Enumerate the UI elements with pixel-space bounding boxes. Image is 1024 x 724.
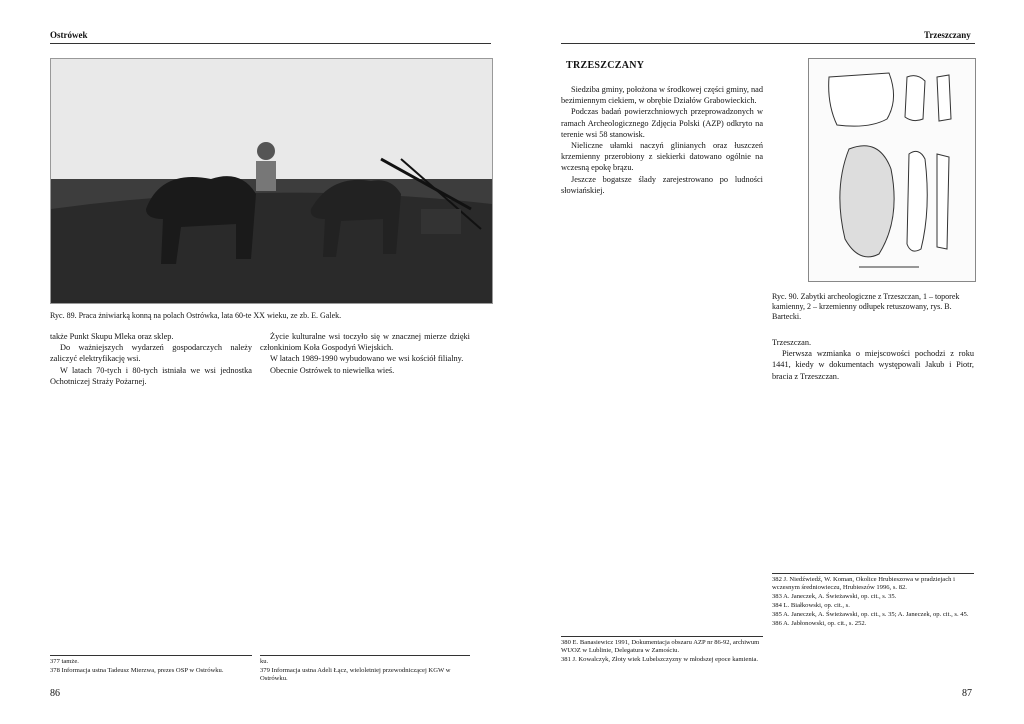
harvest-photo-illustration [51,59,492,303]
running-head-left: Ostrówek [50,30,88,40]
photo-caption: Ryc. 89. Praca żniwiarką konną na polach Ostrówka, lata 60-te XX wieku, ze zb. E. Galek. [50,311,342,320]
paragraph: W latach 70-tych i 80-tych istniała we wsi jednostka Ochotniczej Straży Pożarnej. [50,365,252,386]
footnotes-right-col1 [561,636,763,665]
paragraph: Nieliczne ułamki naczyń glinianych oraz łuszczeń krzemienny przerobiony z siekierki datowano ogólnie na wczesną epokę brązu. [561,141,763,173]
paragraph: także Punkt Skupu Mleka oraz sklep. [50,332,174,341]
archaeological-figure [808,58,976,282]
footnote: 381 J. Kowalczyk, Złoty wiek Lubelszczyzny w młodszej epoce kamienia. [561,656,759,663]
footnote: 379 Informacja ustna Adeli Łącz, wieloletniej przewodniczącej KGW w Ostrówku. [260,667,451,682]
section-title: TRZESZCZANY [566,60,645,71]
paragraph: Obecnie Ostrówek to niewielka wieś. [270,365,395,375]
right-text-column-2 [772,337,974,382]
artifact-drawing [809,59,975,281]
left-text-column-2 [260,331,470,376]
footnote: 384 L. Białkowski, op. cit., s. [772,602,850,609]
paragraph: Życie kulturalne wsi toczyło się w znacznej mierze dzięki członkiniom Koła Gospodyń Wiejskich. [260,332,470,353]
paragraph: Trzeszczan. [772,338,812,347]
right-text-column-1 [561,84,763,196]
paragraph: Pierwsza wzmianka o miejscowości pochodzi z roku 1441, kiedy w dokumentach występowali Jakub i Piotr, bracia z Trzeszczan. [772,349,974,381]
paragraph: W latach 1989-1990 wybudowano we wsi kościół filialny. [270,354,464,364]
footnote: ku. [260,658,269,665]
page-number-left: 86 [50,688,60,699]
harvest-photo [50,58,493,304]
paragraph: Podczas badań powierzchniowych przeprowadzonych w ramach Archeologicznego Zdjęcia Polski (AZP) odkryto na terenie wsi 58 stanowisk. [561,107,763,139]
paragraph: Do ważniejszych wydarzeń gospodarczych należy zaliczyć elektryfikację wsi. [50,343,252,364]
footnote: 380 E. Banasiewicz 1991, Dokumentacja obszaru AZP nr 86-92, archiwum WUOZ w Lublinie, Delegatura w Zamościu. [561,639,760,654]
footnotes-left-col1 [50,655,252,676]
header-rule-left [50,43,491,44]
footnote: 377 tamże. [50,658,79,665]
header-rule-right [561,43,975,44]
footnote: 383 A. Janeczek, A. Świeżawski, op. cit., s. 35. [772,593,897,600]
paragraph: Jeszcze bogatsze ślady zarejestrowano po ludności słowiańskiej. [561,174,763,195]
page-number-right: 87 [962,688,972,699]
left-text-column-1 [50,331,252,387]
footnote: 378 Informacja ustna Tadeusz Mierzwa, prezes OSP w Ostrówku. [50,667,224,674]
footnotes-right-col2 [772,573,974,629]
paragraph: Siedziba gminy, położona w środkowej części gminy, nad bezimiennym ciekiem, w obrębie Działów Grabowieckich. [561,85,763,106]
footnote: 382 J. Niedźwiedź, W. Koman, Okolice Hrubieszowa w pradziejach i wczesnym średniowieczu, Hrubieszów 1996, s. 82. [772,576,955,591]
footnote: 385 A. Janeczek, A. Świeżawski, op. cit., s. 35; A. Janeczek, op. cit., s. 45. [772,611,969,618]
figure-caption: Ryc. 90. Zabytki archeologiczne z Trzeszczan, 1 – toporek kamienny, 2 – krzemienny odłupek retuszowany, rys. B. Bartecki. [772,292,960,321]
footnote: 386 A. Jabłonowski, op. cit., s. 252. [772,620,867,627]
footnotes-left-col2 [260,655,470,684]
running-head-right: Trzeszczany [924,30,971,40]
